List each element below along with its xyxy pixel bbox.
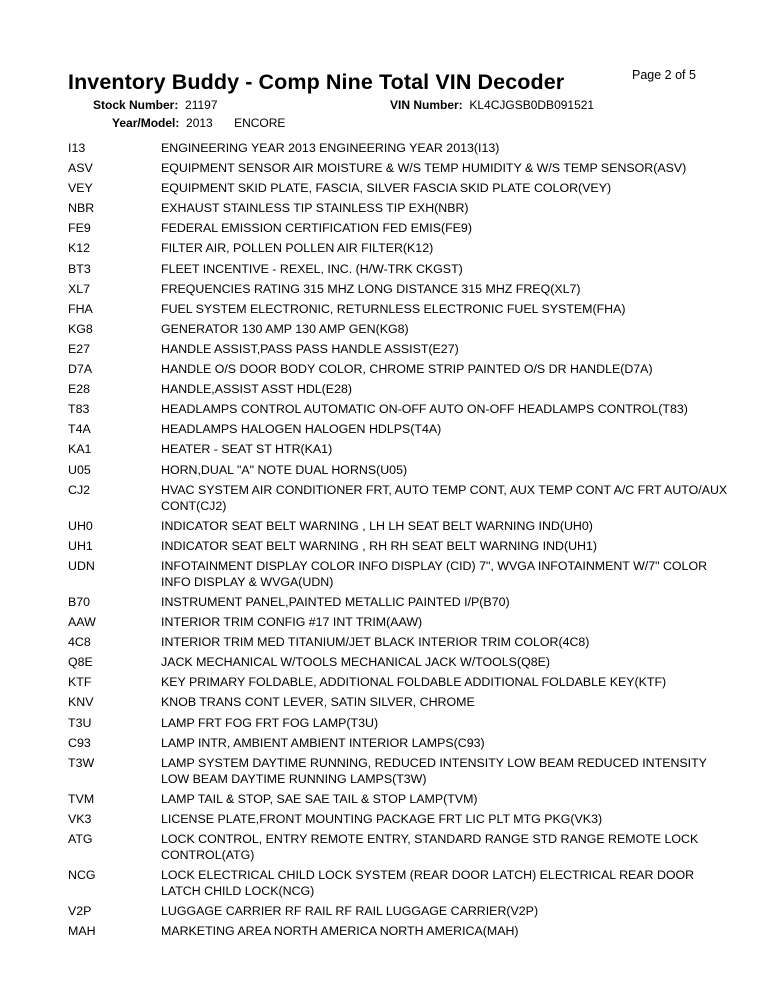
- option-code: B70: [68, 594, 91, 609]
- option-row: [68, 441, 768, 457]
- option-description: LICENSE PLATE,FRONT MOUNTING PACKAGE FRT LIC PLT MTG PKG(VK3): [161, 811, 603, 826]
- stock-number-label: Stock Number:: [93, 98, 179, 112]
- option-code: FE9: [68, 221, 91, 236]
- option-description: JACK MECHANICAL W/TOOLS MECHANICAL JACK W/TOOLS(Q8E): [161, 655, 550, 670]
- option-code: TVM: [68, 791, 95, 806]
- option-row: [68, 903, 768, 919]
- option-row: [68, 462, 768, 478]
- option-description: EQUIPMENT SENSOR AIR MOISTURE & W/S TEMP HUMIDITY & W/S TEMP SENSOR(ASV): [161, 161, 687, 176]
- option-description: EQUIPMENT SKID PLATE, FASCIA, SILVER FASCIA SKID PLATE COLOR(VEY): [161, 181, 612, 196]
- vin-number-field: [390, 98, 594, 112]
- option-description: LUGGAGE CARRIER RF RAIL RF RAIL LUGGAGE CARRIER(V2P): [161, 904, 539, 919]
- option-code: UH0: [68, 518, 93, 533]
- stock-number-value: 21197: [185, 98, 218, 112]
- option-code: ASV: [68, 161, 93, 176]
- option-description: INFOTAINMENT DISPLAY COLOR INFO DISPLAY (CID) 7", WVGA INFOTAINMENT W/7" COLOR INFO DISPLAY & WVGA(UDN): [161, 558, 708, 589]
- option-description: HEATER - SEAT ST HTR(KA1): [161, 442, 333, 457]
- option-row: [68, 594, 768, 610]
- option-row: [68, 538, 768, 554]
- option-description: LAMP SYSTEM DAYTIME RUNNING, REDUCED INTENSITY LOW BEAM REDUCED INTENSITY LOW BEAM DAYTIME RUNNING LAMPS(T3W): [161, 755, 707, 786]
- option-row: [68, 654, 768, 670]
- option-row: [68, 401, 768, 417]
- option-row: [68, 694, 768, 710]
- option-code: U05: [68, 462, 91, 477]
- option-code: KNV: [68, 695, 94, 710]
- option-code: FHA: [68, 301, 93, 316]
- option-description: FLEET INCENTIVE - REXEL, INC. (H/W-TRK CKGST): [161, 261, 463, 276]
- option-row: [68, 634, 768, 650]
- option-description: HANDLE O/S DOOR BODY COLOR, CHROME STRIP PAINTED O/S DR HANDLE(D7A): [161, 362, 653, 377]
- option-row: [68, 381, 768, 397]
- option-description: INTERIOR TRIM MED TITANIUM/JET BLACK INTERIOR TRIM COLOR(4C8): [161, 635, 590, 650]
- option-code: ATG: [68, 832, 93, 846]
- option-description: INDICATOR SEAT BELT WARNING , RH RH SEAT BELT WARNING IND(UH1): [161, 538, 598, 553]
- option-code: E28: [68, 382, 91, 397]
- option-description: HEADLAMPS HALOGEN HALOGEN HDLPS(T4A): [161, 422, 442, 437]
- option-row: [68, 811, 768, 827]
- option-code: 4C8: [68, 635, 91, 650]
- option-description: KEY PRIMARY FOLDABLE, ADDITIONAL FOLDABLE ADDITIONAL FOLDABLE KEY(KTF): [161, 675, 667, 690]
- option-description: INSTRUMENT PANEL,PAINTED METALLIC PAINTED I/P(B70): [161, 594, 510, 609]
- option-code: UH1: [68, 538, 93, 553]
- option-description: LAMP FRT FOG FRT FOG LAMP(T3U): [161, 715, 379, 730]
- option-description: HANDLE,ASSIST ASST HDL(E28): [161, 382, 352, 397]
- year-value: 2013: [186, 116, 213, 130]
- option-description: KNOB TRANS CONT LEVER, SATIN SILVER, CHROME: [161, 695, 475, 710]
- option-row: [68, 321, 768, 337]
- year-model-label: Year/Model:: [112, 116, 180, 130]
- option-code: T3W: [68, 755, 95, 770]
- option-row: [68, 220, 768, 236]
- vin-number-value: KL4CJGSB0DB091521: [469, 98, 595, 112]
- page-number: Page 2 of 5: [632, 68, 696, 82]
- option-row: [68, 281, 768, 297]
- option-row: [68, 200, 768, 216]
- option-row: [68, 831, 768, 863]
- option-code: KG8: [68, 321, 93, 336]
- option-row: [68, 160, 768, 176]
- model-value: ENCORE: [234, 116, 286, 130]
- option-code: AAW: [68, 615, 96, 630]
- option-code: NCG: [68, 868, 96, 883]
- option-code: KA1: [68, 442, 92, 457]
- option-code: BT3: [68, 261, 91, 276]
- option-code: V2P: [68, 904, 92, 919]
- option-code: C93: [68, 735, 91, 750]
- option-row: [68, 140, 768, 156]
- option-row: [68, 240, 768, 256]
- option-row: [68, 482, 768, 514]
- option-description: LAMP INTR, AMBIENT AMBIENT INTERIOR LAMPS(C93): [161, 735, 485, 750]
- option-row: [68, 180, 768, 196]
- option-description: HEADLAMPS CONTROL AUTOMATIC ON-OFF AUTO ON-OFF HEADLAMPS CONTROL(T83): [161, 402, 688, 417]
- option-description: GENERATOR 130 AMP 130 AMP GEN(KG8): [161, 321, 409, 336]
- option-code: T3U: [68, 715, 92, 730]
- option-row: [68, 674, 768, 690]
- option-row: [68, 867, 768, 899]
- option-code: NBR: [68, 201, 95, 216]
- option-row: [68, 261, 768, 277]
- option-description: HANDLE ASSIST,PASS PASS HANDLE ASSIST(E27): [161, 341, 459, 356]
- option-row: [68, 361, 768, 377]
- option-description: EXHAUST STAINLESS TIP STAINLESS TIP EXH(NBR): [161, 201, 469, 216]
- option-row: [68, 755, 768, 787]
- option-description: HVAC SYSTEM AIR CONDITIONER FRT, AUTO TEMP CONT, AUX TEMP CONT A/C FRT AUTO/AUX CONT(CJ2): [161, 482, 728, 513]
- option-row: [68, 614, 768, 630]
- option-code: T4A: [68, 422, 91, 437]
- option-row: [68, 421, 768, 437]
- option-code: T83: [68, 402, 90, 417]
- option-description: LOCK ELECTRICAL CHILD LOCK SYSTEM (REAR DOOR LATCH) ELECTRICAL REAR DOOR LATCH CHILD LOCK(NCG): [161, 868, 695, 899]
- option-row: [68, 301, 768, 317]
- option-description: FUEL SYSTEM ELECTRONIC, RETURNLESS ELECTRONIC FUEL SYSTEM(FHA): [161, 301, 626, 316]
- option-code: Q8E: [68, 655, 93, 670]
- option-description: INTERIOR TRIM CONFIG #17 INT TRIM(AAW): [161, 615, 423, 630]
- option-description: ENGINEERING YEAR 2013 ENGINEERING YEAR 2013(I13): [161, 141, 500, 155]
- option-code: I13: [68, 141, 86, 155]
- option-description: LOCK CONTROL, ENTRY REMOTE ENTRY, STANDARD RANGE STD RANGE REMOTE LOCK CONTROL(ATG): [161, 832, 699, 862]
- option-description: MARKETING AREA NORTH AMERICA NORTH AMERICA(MAH): [161, 924, 519, 939]
- option-code: KTF: [68, 675, 92, 690]
- option-code-list: [68, 140, 768, 943]
- option-code: E27: [68, 341, 91, 356]
- option-description: FILTER AIR, POLLEN POLLEN AIR FILTER(K12): [161, 241, 434, 256]
- option-code: VEY: [68, 181, 93, 196]
- option-row: [68, 558, 768, 590]
- option-row: [68, 341, 768, 357]
- option-description: FREQUENCIES RATING 315 MHZ LONG DISTANCE 315 MHZ FREQ(XL7): [161, 281, 581, 296]
- option-row: [68, 923, 768, 939]
- year-model-field: [112, 116, 285, 130]
- option-row: [68, 715, 768, 731]
- option-code: K12: [68, 241, 91, 256]
- option-row: [68, 791, 768, 807]
- option-description: HORN,DUAL "A" NOTE DUAL HORNS(U05): [161, 462, 408, 477]
- option-code: XL7: [68, 281, 91, 296]
- option-code: MAH: [68, 924, 96, 939]
- stock-number-field: [93, 98, 218, 112]
- option-code: VK3: [68, 811, 92, 826]
- vin-number-label: VIN Number:: [390, 98, 463, 112]
- option-description: FEDERAL EMISSION CERTIFICATION FED EMIS(FE9): [161, 221, 472, 236]
- option-row: [68, 735, 768, 751]
- page-title: Inventory Buddy - Comp Nine Total VIN Decoder: [68, 70, 565, 94]
- option-code: UDN: [68, 558, 95, 573]
- option-code: CJ2: [68, 482, 91, 497]
- option-row: [68, 518, 768, 534]
- option-description: LAMP TAIL & STOP, SAE SAE TAIL & STOP LAMP(TVM): [161, 791, 478, 806]
- option-code: D7A: [68, 362, 93, 377]
- option-description: INDICATOR SEAT BELT WARNING , LH LH SEAT BELT WARNING IND(UH0): [161, 518, 593, 533]
